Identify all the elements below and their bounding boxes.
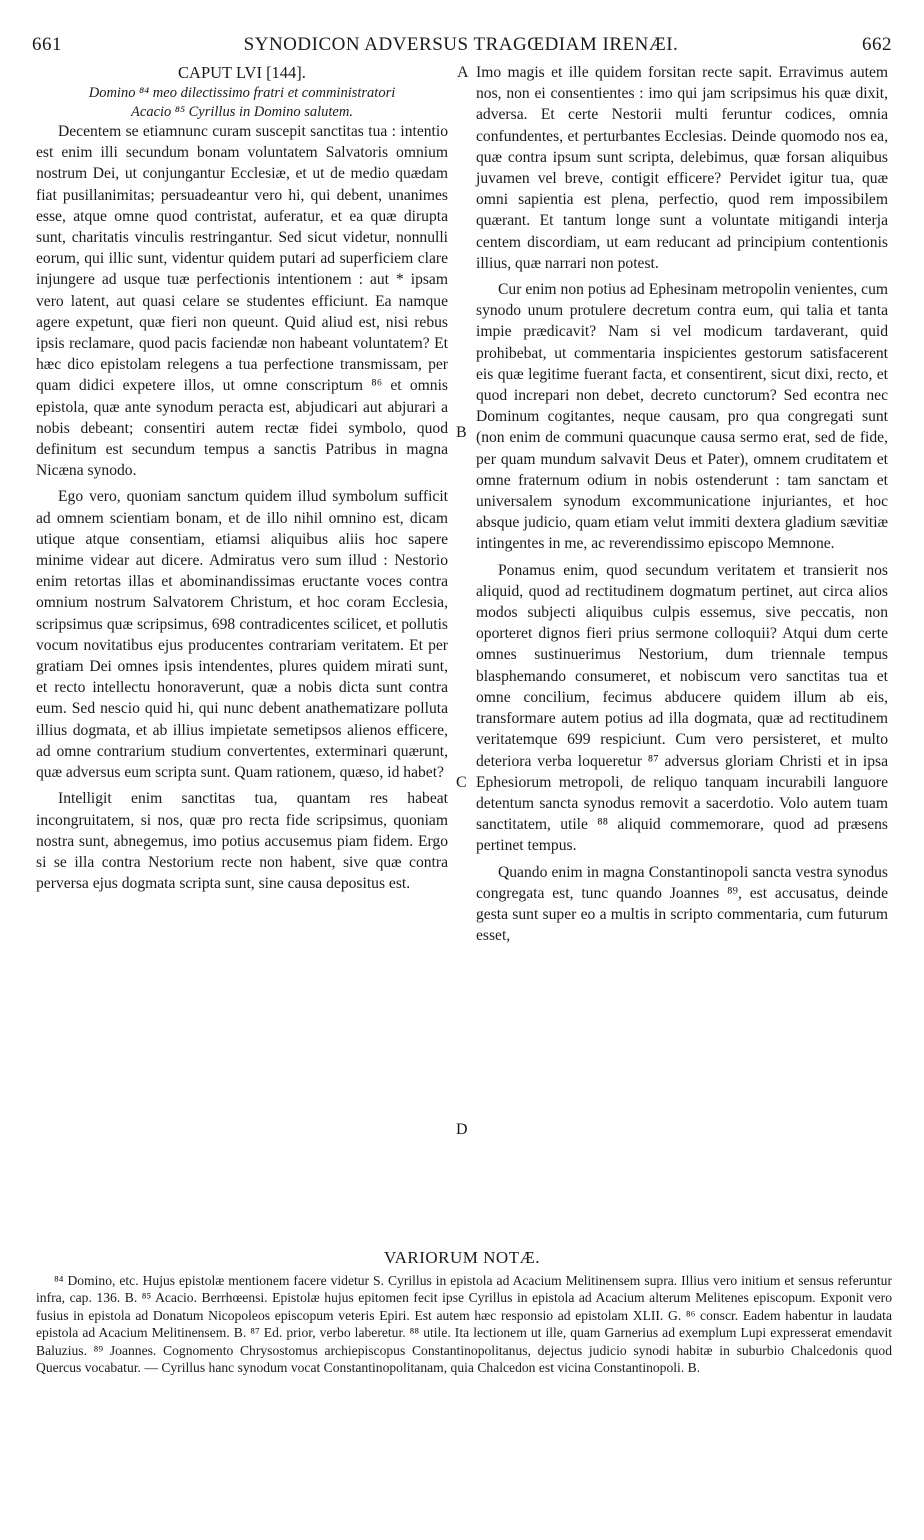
notes-block — [36, 1272, 892, 1376]
notes-heading: VARIORUM NOTÆ. — [384, 1248, 540, 1267]
page-number-left: 661 — [32, 34, 62, 55]
right-paragraph-3: Ponamus enim, quod secundum veritatem et transierit nos aliquid, quod ad rectitudinem dogmatum pertinet, aut circa alios modos subjecti aliquibus culpis essemus, sive peccatis, non oporteret dignos fieri prius sermone colloquii? Atqui dum certe omnes sustinuerimus Nestorium, dum triennale tempus blasphemando consumeret, et nobiscum vero sanctitas tua et omne concilium, fecimus abducere quidem illum ab eis, transformare autem potius ad illa dogmata, quæ ad rectitudinem veritatemque 699 respiciunt. Cum vero persisteret, et multo deteriora verba loqueretur ⁸⁷ adversus gloriam Christi et in ipsa Ephesiorum metropoli, de reliquo tanquam incurabili languore detentum sancta synodus removit a sacerdotio. Volo autem tuam sanctitatem, utile ⁸⁸ aliquid commemorare, quod ad præsens pertinet tempus. — [476, 561, 888, 855]
left-paragraph-1: Decentem se etiamnunc curam suscepit sanctitas tua : intentio est enim illi secundum bonam voluntatem Salvatoris omnium nostrum Dei, ut conjungantur Ecclesiæ, et ut de medio quædam fiat pusillanimitas; persuadeantur vero hi, qui debent, unanimes esse, atque omne quod contristat, auferatur, et ea quæ dirupta sunt, charitatis vinculis restringantur. Sed sicut videtur, nonnulli eorum, qui illic sunt, videntur quidem putari ad superficiem clare injungere ad usque tuæ perfectionis intentionem : aut * ipsam vero latent, aut quasi celare se studentes efficiunt. Ea namque agere expetunt, quæ fieri non queunt. Quid aliud est, nisi rebus ipsis reclamare, quod pacis faciendæ non habeant voluntatem? Et hæc dico epistolam relegens a tua perfectione transmissam, per quam didici expetere illos, ut omne conscriptum ⁸⁶ et omnis epistola, quæ ante synodum peracta est, abjudicari aut abjurari a nobis debeant; consentiri autem rectæ fidei symbolo, quod definitum est secundum tempus a sanctis Patribus in magna Nicæna synodo. — [36, 123, 448, 480]
address-line-1: Domino ⁸⁴ meo dilectissimo fratri et comministratori — [88, 85, 396, 101]
right-paragraph-2: Cur enim non potius ad Ephesinam metropolin venientes, cum synodo unum protulere decretum contra eum, qui talia et tanta impie prædicavit? Nam si vel modicum tardaverant, quid prohibebat, ut commentaria inspicientes gestorum satisfacerent eis quæ legitime fuerant facta, et consentirent, sicut dixi, recto, et quod increpari non debet, decreto cunctorum? Sed econtra nec Dominum cogitantes, neque causam, pro qua congregati sunt (non enim de communi quacunque causa sermo erat, sed de fide, per quam mundum salvavit Deus et Pater), omnem cruditatem et omne fraternum odium in nobis ostenderunt : tam sanctam et universalem synodum excommunicatione injuriantes, et hoc absque judicio, quam etiam velut immiti dextera gladium sævitiæ intingentes in me, ac reverendissimo episcopo Memnone. — [476, 281, 888, 553]
right-paragraph-1: Imo magis et ille quidem forsitan recte sapit. Erravimus autem nos, non ei consentientes : imo qui jam scripsimus his quæ dixit, adversa. Et certe Nestorii multi feruntur codices, omnia confundentes, et perturbantes Ecclesias. Deinde quomodo nos ea, quæ contra ipsum sunt scripta, delebimus, quæ forsan aliquibus juvamen vel breve, contigit efficere? Pervidet igitur tua, quæ omni sapientia est plena, perfectio, quod rem impossibilem quærant. Et tantum longe sunt a voluntate mitigandi interja centem discordiam, ut eam reducant ad principium contentionis illius, quæ narrari non potest. — [476, 64, 888, 272]
chapter-title: CAPUT LVI [144]. — [178, 63, 306, 82]
running-title: SYNODICON ADVERSUS TRAGŒDIAM IRENÆI. — [243, 34, 679, 55]
right-column — [476, 62, 888, 946]
left-paragraph-3: Intelligit enim sanctitas tua, quantam res habeat incongruitatem, si nos, quæ pro recta fide scripsimus, quoniam nostra sunt, abnegemus, imo potius accusemus piam fidem. Ergo si se illa contra Nestorium recte non habent, sive quæ contra perversa ejus dogmata scripta sunt, sine causa depositus est. — [36, 790, 448, 893]
page-number-right: 662 — [862, 34, 892, 55]
left-paragraph-2: Ego vero, quoniam sanctum quidem illud symbolum sufficit ad omnem scientiam bonam, et de illo nihil omnino est, dicam utique atque consentiam, etiamsi aliquibus aliis hoc sapere minime videar aut dicere. Admiratus vero sum illud : Nestorio enim retortas illas et abominandissimas eructante voces contra omnium nostrum Salvatorem Christum, et hoc coram Ecclesia, scripsimus quæ scripsimus, 698 contradicentes scilicet, et pollutis vocum novitatibus ejus producentes contrariam veritatem. Et per gratiam Dei omnes ipsis intendentes, plures quidem mirati sunt, et recto intellectu honoraverunt, quæ a nobis dicta sunt contra eum. Sed nescio quid hi, qui nunc debent anathematizare polluta illius dogmata, et ab illius impietate semetipsos alienos efficere, ad omne contrarium studium convertentes, exterminari quærunt, quæ adversus eum scripta sunt. Quam rationem, quæso, id habet? — [36, 488, 448, 782]
left-column — [36, 62, 448, 894]
right-paragraph-4: Quando enim in magna Constantinopoli sancta vestra synodus congregata est, tunc quando Joannes ⁸⁹, est accusatus, deinde gesta sunt super eo a multis in scripto commentaria, cum futurum esset, — [476, 863, 888, 945]
margin-letter-c: C — [456, 774, 467, 791]
margin-letter-a: A — [457, 64, 469, 81]
margin-letter-b: B — [456, 424, 467, 441]
margin-letter-d: D — [456, 1121, 468, 1138]
notes-text: ⁸⁴ Domino, etc. Hujus epistolæ mentionem facere videtur S. Cyrillus in epistola ad Acacium Melitinensem supra. Illius vero initium et sensus referuntur infra, cap. 136. B. ⁸⁵ Acacio. Berrhœensi. Epistolæ hujus epitomen fecit ipse Cyrillus in epistola ad Acacium alterum Melitenes episcopum. Exponit vero fusius in epistola ad Donatum Nicopoleos episcopum veteris Epiri. Est autem hæc responsio ad epistolam XLII. G. ⁸⁶ conscr. Eadem habentur in laudata epistola ad Acacium Melitinensem. B. ⁸⁷ Ed. prior, verbo laberetur. ⁸⁸ utile. Ita lectionem ut ille, quam Garnerius ad exemplum Lupi expresserat emendavit Baluzius. ⁸⁹ Joannes. Cognomento Chrysostomus archiepiscopus Constantinopolitanus, dejectus judicio synodi habitæ in suburbio Chalcedonis quod Quercus vocabatur. — Cyrillus hanc synodum vocat Constantinopolitanam, quia Chalcedon est vicina Constantinopoli. B. — [36, 1273, 892, 1376]
running-head — [30, 34, 892, 60]
address-line-2: Acacio ⁸⁵ Cyrillus in Domino salutem. — [131, 103, 353, 120]
